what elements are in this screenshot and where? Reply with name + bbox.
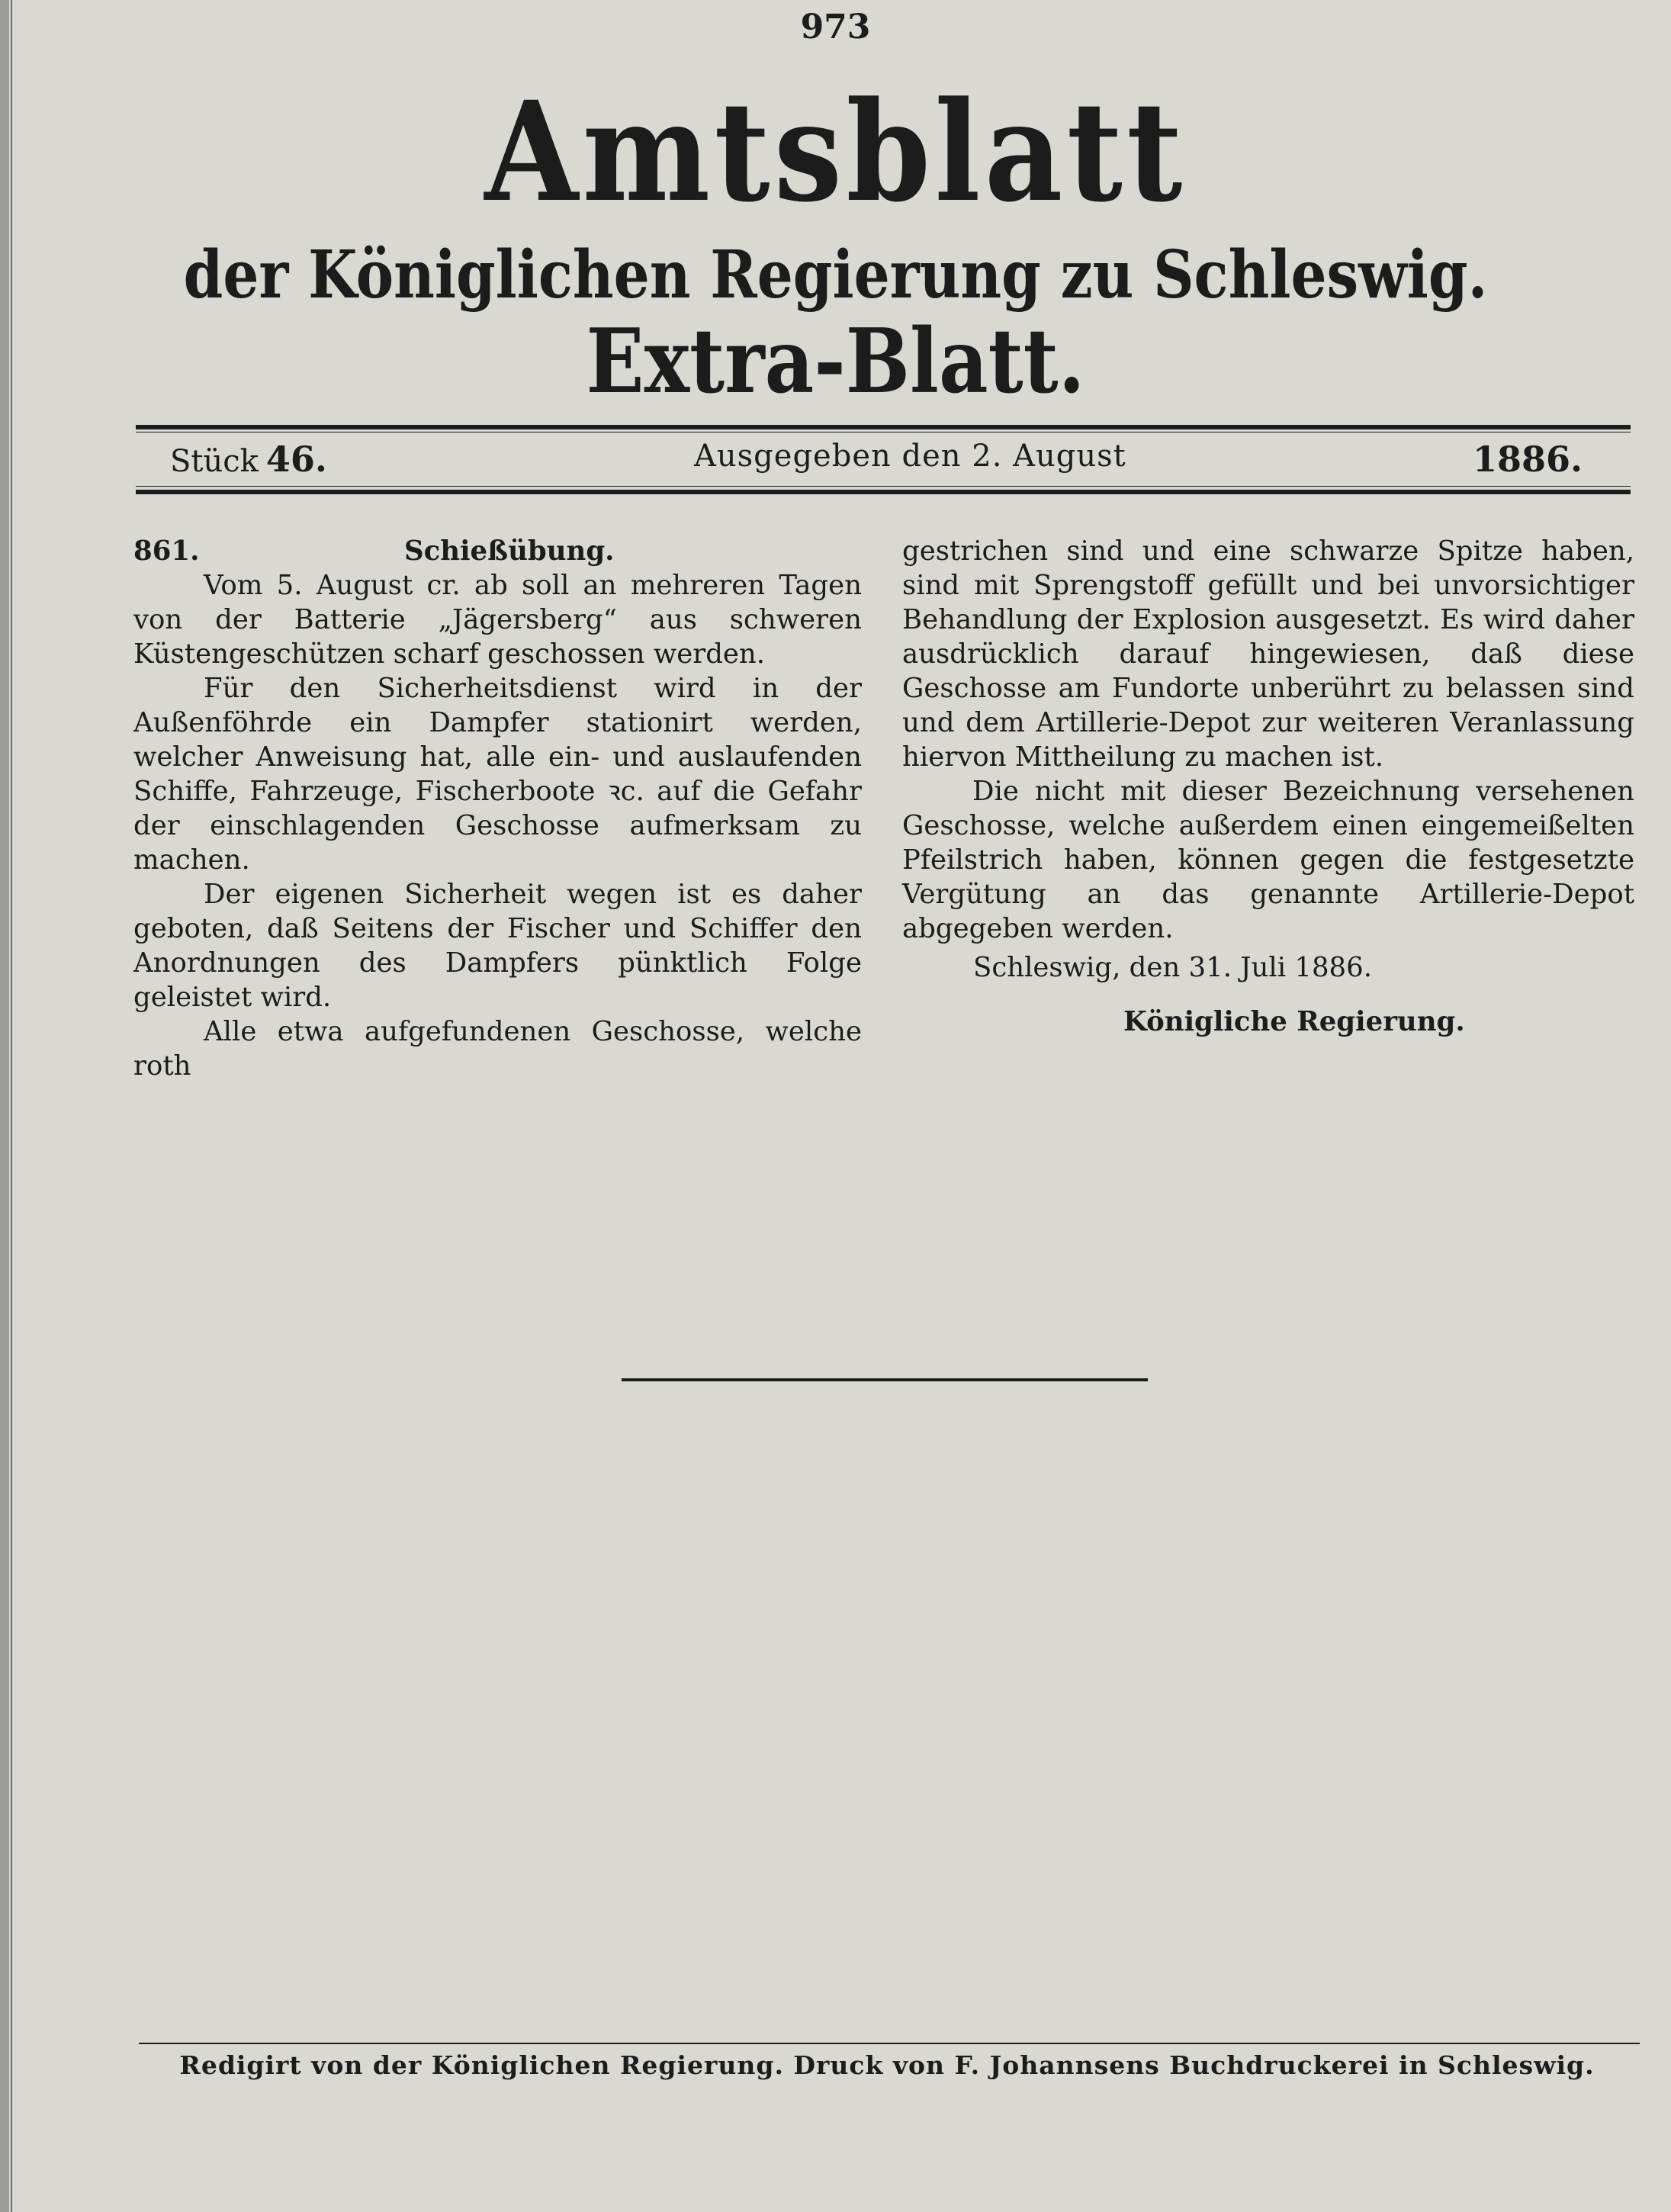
binding-edge-line [11,0,12,2212]
masthead-title: Amtsblatt [484,72,1187,233]
article-heading [133,534,862,568]
place-date: Schleswig, den 31. Juli 1886. [973,952,1373,983]
section-divider [622,1378,1148,1381]
issue-top-rule [136,425,1631,429]
issue-year: 1886. [1472,439,1583,480]
masthead-subtitle: der Königlichen Regierung zu Schleswig. [183,236,1488,313]
issuing-authority: Königliche Regierung. [1123,1006,1465,1037]
printer-imprint: Redigirt von der Königlichen Regierung. Druck von F. Johannsens Buchdruckerei in Schleswig. [179,2050,1595,2080]
issue-line [133,439,1628,484]
issue-date: Ausgegeben den 2. August [694,439,1126,474]
issue-stueck-number: 46. [265,439,327,480]
article-paragraph-continued: gestrichen sind und eine schwarze Spitze haben, sind mit Sprengstoff gefüllt und bei unvorsichtiger Behandlung der Explosion ausgesetzt. Es wird daher ausdrücklich darauf hingewiesen, daß diese Geschosse am Fundorte unberührt zu belassen sind und dem Artillerie-Depot zur weiteren Veranlassung hiervon Mittheilung zu machen ist. [902,535,1634,773]
issue-stueck-label: Stück [170,444,259,479]
article-paragraph: Vom 5. August cr. ab soll an mehreren Tagen von der Batterie „Jägersberg“ aus schweren Küstengeschützen scharf geschossen werden. [133,570,862,670]
masthead-edition: Extra-Blatt. [586,310,1085,413]
footer-rule [139,2043,1640,2044]
article-paragraph: Für den Sicherheitsdienst wird in der Außenföhrde ein Dampfer stationirt werden, welcher Anweisung hat, alle ein- und auslaufenden Schiffe, Fahrzeuge, Fischerboote ꝛc. auf die Gefahr der einschlagenden Geschosse aufmerksam zu machen. [133,673,862,876]
article-paragraph: Alle etwa aufgefundenen Geschosse, welche roth [133,1016,862,1082]
issue-bottom-rule [136,490,1631,494]
article-title: Schießübung. [404,535,615,567]
left-column [133,534,862,1083]
article-paragraph: Der eigenen Sicherheit wegen ist es daher geboten, daß Seitens der Fischer und Schiffer den Anordnungen des Dampfers pünktlich Folge geleistet wird. [133,879,862,1013]
article-paragraph: Die nicht mit dieser Bezeichnung versehenen Geschosse, welche außerdem einen eingemeißelten Pfeilstrich haben, können gegen die festgesetzte Vergütung an das genannte Artillerie-Depot abgegeben werden. [902,776,1634,944]
issue-stueck [170,439,327,480]
right-column [902,534,1634,1039]
page-number: 973 [800,8,871,47]
article-number: 861. [133,535,200,567]
binding-edge [0,0,9,2212]
issue-bottom-rule-thin [136,486,1631,487]
